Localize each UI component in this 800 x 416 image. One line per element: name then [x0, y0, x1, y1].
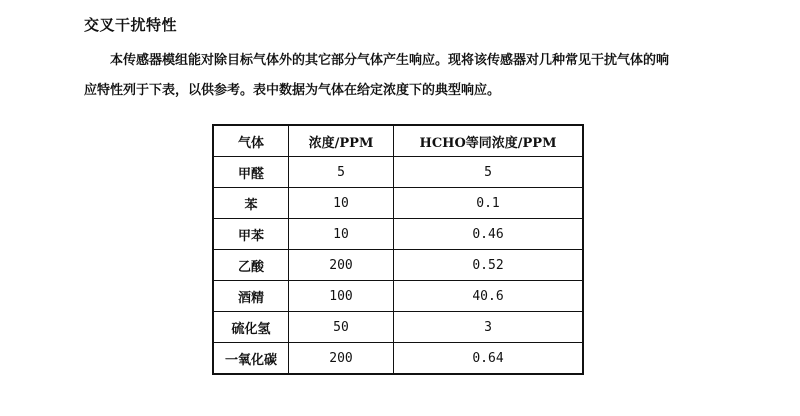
cell-concentration: 200 [289, 343, 394, 375]
intro-paragraph [84, 46, 744, 106]
cell-hcho-equivalent: 5 [394, 157, 584, 188]
intro-line-2: 应特性列于下表，以供参考。表中数据为气体在给定浓度下的典型响应。 [84, 83, 501, 98]
intro-line-1: 本传感器模组能对除目标气体外的其它部分气体产生响应。现将该传感器对几种常见干扰气体的响 [110, 53, 670, 68]
cell-hcho-equivalent: 3 [394, 312, 584, 343]
cell-hcho-equivalent: 0.52 [394, 250, 584, 281]
cell-concentration: 50 [289, 312, 394, 343]
table-header-row [213, 125, 583, 157]
cell-concentration: 100 [289, 281, 394, 312]
table-row [213, 157, 583, 188]
cell-hcho-equivalent: 0.64 [394, 343, 584, 375]
header-gas: 气体 [213, 125, 289, 157]
table-row [213, 188, 583, 219]
cell-gas: 甲苯 [213, 219, 289, 250]
table-row [213, 250, 583, 281]
header-hcho-equivalent: HCHO等同浓度/PPM [394, 125, 584, 157]
cell-concentration: 10 [289, 188, 394, 219]
table-row [213, 219, 583, 250]
cell-concentration: 5 [289, 157, 394, 188]
cell-gas: 乙酸 [213, 250, 289, 281]
table-row [213, 343, 583, 375]
interference-table [212, 124, 584, 375]
cell-gas: 硫化氢 [213, 312, 289, 343]
cell-concentration: 200 [289, 250, 394, 281]
cell-hcho-equivalent: 0.1 [394, 188, 584, 219]
table-row [213, 281, 583, 312]
cell-gas: 一氧化碳 [213, 343, 289, 375]
cell-hcho-equivalent: 0.46 [394, 219, 584, 250]
cell-gas: 酒精 [213, 281, 289, 312]
header-concentration: 浓度/PPM [289, 125, 394, 157]
section-title: 交叉干扰特性 [84, 16, 178, 34]
cell-concentration: 10 [289, 219, 394, 250]
cell-hcho-equivalent: 40.6 [394, 281, 584, 312]
cell-gas: 苯 [213, 188, 289, 219]
cell-gas: 甲醛 [213, 157, 289, 188]
table-row [213, 312, 583, 343]
